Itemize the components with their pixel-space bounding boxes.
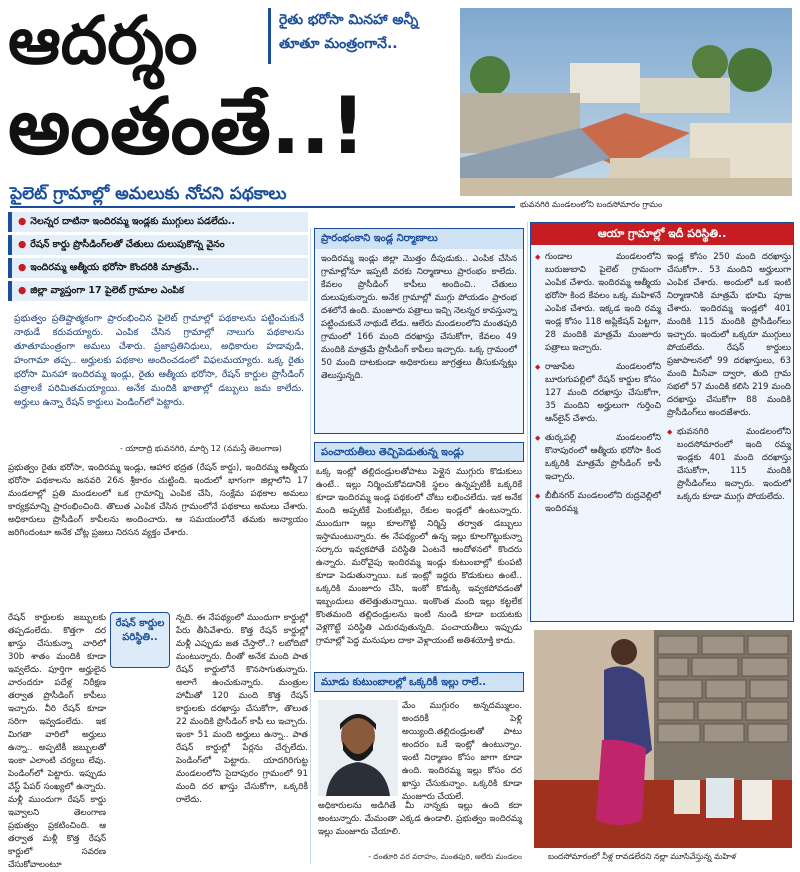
highlight-item	[8, 235, 308, 255]
person-photo	[318, 700, 398, 796]
kicker-line2: తూతూ మంత్రంగానే..	[279, 36, 398, 52]
highlight-text: రేషన్ కార్డు ప్రొసీడింగ్‌లతో చేతులు దులుపుకొన్న వైనం	[30, 239, 225, 250]
para3-col1: రేషన్ కార్డులకు జబ్బులకు తప్పడంలేదు. కొత్తగా దర ఖాస్తు చేసుకున్నా వారిలో 30b శాతం మందికి కూడా ఇవ్వలేదు. పూర్తిగా అర్హులైన వారందరూ పదేళ్ల నిరీక్షణ తర్వాత ప్రొసీడింగ్ కాపీలు ఇచ్చారు. వీరి రేషన్ కూడా సరిగా ఇవ్వడంలేదు. ఇక మిగతా వారిలో అర్హులు ఉన్నా.. అప్పటికీ జబ్బులతో ఇంకా ఎలాంటి చర్యలు లేవు. పెండింగ్‌లో పెట్టారు. ఇప్పుడు వేస్ట్ పేపర్ సంఖ్యలో ఉన్నారు. మళ్లీ ముందుగా రేషన్ కార్డు ఇవ్వాలని తెలంగాణ ప్రభుత్వం ప్రకటించింది. ఆ తర్వాత మళ్లీ కొత్త రేషన్ కార్డులో సవరణ చేసుకోవాలంటూ	[8, 613, 106, 870]
status-item: ◆ గుండాల మండలంలోని బురుజుబావి పైలెట్ గ్రామంగా ఎంపిక చేశారు. ఇందిరమ్మ ఆత్మీయ భరోసా కింద కేవలం ఒక్క మహిళనే ఎంపిక చేశారు. ఇక్కడ ఇంది రమ్మ ఇండ్ల కోసం 118 అప్లికేషన్ పెట్టగా, 28 మందికి మాత్రమే మంజూరు పత్రాలు ఇచ్చారు.	[535, 251, 661, 355]
three-families-text: మేం ముగ్గురం అన్నదమ్ములం. అందరికీ పెళ్లి అయ్యింది.తల్లిదండ్రులతో పాటు అందరం ఒకే ఇంట్లో ఉంటున్నాం. ఇంటి నిర్మాణం కోసం జాగా కూడా ఉంది. ఇందిరమ్మ ఇల్లు కోసం దర ఖాస్తు చేసుకున్నాం. ఒక్కరికి కూడా మంజూరు చేయలే.	[402, 701, 522, 802]
status-text: ఇండ్ల కోసం 250 మంది దరఖాస్తు చేసుకోగా.. 53 మందిని అర్హులుగా ఎంపిక చేశారు. అందులో ఒక ఇంటి నిర్మాణానికి మాత్రమే భూమి పూజ చేశారు. ఇందిరమ్మ ఇండ్లలో 401 మందికి 115 మందికి ప్రొసీడింగ్‌లు ఇచ్చారు. ఇందులో ఒక్కరూ ముగ్గులు పోయలేదు. రేషన్ కార్డులు ప్రజాపాలనలో 99 దరఖాస్తులు, 63 మంది మీసేవా ద్వారా, తుది గ్రామ సభలో 57 మందికి కలిసి 219 మంది దరఖాస్తు చేసుకోగా 88 మందికి ప్రొసీడింగ్‌లు అందజేశారు.	[667, 252, 791, 418]
highlight-text: జిల్లా వ్యాప్తంగా 17 పైలెట్ గ్రామాల ఎంపిక	[30, 285, 184, 296]
panchayat-section	[314, 442, 524, 666]
woman-photo-image	[534, 630, 792, 848]
three-families-title: మూడు కుటుంబాలల్లో ఒక్కరికీ ఇల్లు రాలే..	[314, 672, 524, 692]
highlights-list	[8, 212, 308, 304]
three-families-text2: అధికారులను అడిగితే మీ నాన్నకు ఇల్లు ఉంది కదా అంటున్నారు. మేమంతా ఎక్కడ ఉండాలి. ప్రభుత్వం ఇందిరమ్మ ఇల్లు మంజూరు చేయాలి.	[318, 801, 522, 837]
woman-photo	[534, 630, 792, 848]
lead-paragraph: ప్రభుత్వం ప్రతిష్టాత్మకంగా ప్రారంభించిన పైలెట్ గ్రామాల్లో పథకాలను పట్టించుకునే నాథుడే కరువయ్యారు. ఎంపిక చేసిన గ్రామాల్లో నాలుగు పథకాలను తూతూమంత్రంగా అమలు చేశారు. ప్రజాప్రతినిధులు, అధికారుల హడావుడి, హంగామా తప్ప.. అర్హులకు పథకాల అందించడంలో విఫలమయ్యారు. ఒక్క రైతు భరోసా మినహా ఇందిరమ్మ ఇండ్లు, రైతు ఆత్మీయ భరోసా, రేషన్ కార్డుల ప్రొసీడింగ్ పత్రాలకే పరిమితమయ్యాయి. అనేక మందికి ఖాతాల్లో డబ్బులు జమ కాలేదు. అర్హులు ఉన్నా రేషన్ కార్డులు పెండింగ్‌లో పెట్టారు.	[14, 313, 304, 408]
person-photo-image	[318, 700, 398, 796]
photo-caption: భువనగిరి మండలంలోని బందసోమారం గ్రామం	[520, 200, 662, 209]
village-status-col1	[535, 251, 661, 617]
status-item: ◆ రాజాపేట మండలంలోని బూరుగుపల్లిలో రేషన్ కార్డుల కోసం 127 మంది దరఖాస్తు చేసుకోగా, 35 మందిని అర్హులుగా గుర్తించి ఆన్‌లైన్ చేశారు.	[535, 361, 661, 426]
para3-col1b	[110, 672, 170, 864]
kicker-line1: రైతు భరోసా మినహా అన్నీ	[279, 12, 419, 28]
housing-box-text: ఇందిరమ్మ ఇండ్లు జిల్లా మొత్తం దీపుడుకు.. ఎంపిక చేసిన గ్రామాల్లోనూ ఇప్పటి వరకు నిర్మాణాలు ప్రారంభం కాలేదు. కేవలం ప్రొసీడింగ్ కాపీలు అందించి.. చేతులు దులుపుకున్నారు. అనేక గ్రామాల్లో ముగ్గు పోయడం ప్రారంభ దశలోనే ఉంది. మంజూరు పత్రాలు ఇచ్చి నెలన్నర కావస్తున్నా పట్టించుకునే నాథుడే లేడు. ఆలేరు మండలంలోని మంతపురి గ్రామంలో 166 మంది దరఖాస్తు చేసుకోగా, కేవలం 49 మందికి మాత్రమే ప్రొసీడింగ్ కాపీలు ఇచ్చారు. ఒక్క గ్రామంలో 50 మంది దాటకుండా అధికారులు జాగ్రత్తలు తీసుకున్నట్లు తెలుస్తున్నది.	[321, 254, 517, 381]
kicker	[268, 8, 460, 64]
housing-box-title: ప్రారంభంకాని ఇండ్ల నిర్మాణాలు	[315, 229, 523, 249]
headline-line1: ఆదర్శం	[8, 2, 198, 79]
village-status-title: ఆయా గ్రామాల్లో ఇదీ పరిస్థితి..	[531, 223, 793, 245]
status-item: ◆ భువనగిరి మండలంలోని బందసోమారంలో ఇంది రమ్మ ఇండ్లకు 401 మంది దరఖాస్తు చేసుకోగా, 115 మందికి ప్రొసీడింగ్‌లు ఇచ్చారు. ఇందులో ఒక్కరు కూడా ముగ్గు పోయలేదు.	[667, 426, 791, 504]
para2: ప్రభుత్వం రైతు భరోసా, ఇందిరమ్మ ఇండ్లు, ఆహార భద్రత (రేషన్ కార్డు), ఇందిరమ్మ ఆత్మీయ భరోసా పథకాలను జనవరి 26న శ్రీకారం చుట్టింది. ఇందులో భాగంగా జిల్లాలోని 17 మండలాల్లో ప్రతి మండలంలో ఒక గ్రామాన్ని ఎంపిక చేసి, సంక్షేమ పథకాల అమలు కార్యక్రమాన్ని ప్రారంభించింది. తొలుత ఎంపిక చేసిన గ్రామంలోనే పథకాలు అమలు చేశారు. అధికారులు ప్రొసీడింగ్ కాపీలను అందించారు. ఆ సమయంలోనే తమకు అన్యాయం జరిగిందంటూ అనేక చోట్ల ప్రజలు నిరసన వ్యక్తం చేశారు.	[8, 463, 308, 538]
subhead-rule	[10, 206, 515, 208]
panchayat-text: ఒక్క ఇంట్లో తల్లిదండ్రులతోపాటు పెళ్లైన ముగ్గురు కొడుకులు ఉంటే.. ఇల్లు నిర్మించుకోవడానికి స్థలం ఉన్నప్పటికీ ఒక్కరికే కూడా ఇందిరమ్మ ఇండ్ల పథకంలో చోటు లభించలేదు. ఇక అనేక మంది అప్పటికే పెంకుటిల్లు, రేకుల ఇండ్లలో ఉంటున్నారు. ముందుగా ఇల్లు కూలగొట్టి నిర్మిస్తే తర్వాత డబ్బులు ఇస్తామంటున్నారు. ఈ నేపథ్యంలో ఉన్న ఇల్లు కూలగొట్టుకున్నా సర్కారు ఇవ్వకపోతే పరిస్థితి ఏంటనే ఆందోళనలో కొందరు ఉన్నారు. మరోవైపు ఇందిరమ్మ ఇండ్లు కుటుంబాల్లో కుంపటి కూడా పెడుతున్నాయి. ఒక ఇంట్లో ఇద్దరు కొడుకులు ఉంటే.. ఒక్కరికి మంజూరు చేసి, ఇంకో కొడుక్కి ఇవ్వకపోవడంతో ఇబ్బందులు తలెత్తుతున్నాయి. ఇంకొంత మంది ఇల్లు కట్టలేక కొంతమంది తల్లిదండ్రులను ఇంటి నుండి కూడా బయటకు వెళ్లగొట్టే పరిస్థితి ఎదురవుతున్నది. పంచాయతీలు ఇప్పుడు గ్రామాల్లో పెద్ద మనుషుల దాకా వెళ్లాయంటే అతిశయోక్తి కాదు.	[316, 467, 522, 646]
village-photo	[460, 8, 792, 196]
bullet-icon: ●	[18, 285, 27, 296]
highlight-item	[8, 281, 308, 301]
village-status-col2	[667, 251, 791, 617]
highlight-text: ఇందిరమ్మ ఆత్మీయ భరోసా కొందరికి మాత్రమే..	[30, 262, 200, 273]
subhead: పైలెట్ గ్రామాల్లో అమలుకు నోచని పథకాలు	[10, 184, 287, 204]
three-families-credit: - దంతూరి వర వరాహం, మంతపురి, ఆలేరు మండలం	[368, 852, 522, 861]
bullet-icon: ●	[18, 262, 27, 273]
panchayat-title: పంచాయతీలు తెచ్చిపెడుతున్న ఇండ్లు	[314, 442, 524, 462]
housing-box	[314, 228, 524, 434]
para3-col2: న్నది. ఈ నేపథ్యంలో ముందుగా కార్డుల్లో పేరు తీసివేశారు. కొత్త రేషన్ కార్డుల్లో మళ్లీ ఎప్పుడు జత చేస్తారో..? లబోదిబో మంటున్నారు. దీంతో అనేక మంది పాత రేషన్ కార్డులోనే కొనసాగుతున్నారు. అలాగే ఉంచుకున్నారు. మంత్రుల హామీతో 120 మంది కొత్త రేషన్ కార్డులకు దరఖాస్తు చేసుకోగా, తొలుత 22 మందికి ప్రొసీడింగ్ కాపీ లు ఇచ్చారు. ఇంకా 51 మంది అర్హులు ఉన్నా.. పాత రేషన్ కార్డుల్లో పేర్లను చేర్చలేదు. పెండింగ్‌లో పెట్టారు. యాదగిరిగుట్ట మండలంలోని సైదాపురం గ్రామంలో 91 మంది దర ఖాస్తు చేసుకోగా, ఒక్కరికీ రాలేదు.	[176, 613, 308, 805]
village-photo-image	[460, 8, 792, 196]
column-divider	[527, 222, 528, 622]
bullet-icon: ●	[18, 239, 27, 250]
village-status-box	[530, 222, 794, 622]
status-item: ◆ బీబీనగర్ మండలంలోని రుద్రవెల్లిలో ఇందిరమ్మ	[535, 490, 661, 516]
status-item: ◆ తుర్కపల్లి మండలంలోని కొనాపురంలో ఆత్మీయ భరోసా కింద ఒక్కరికి మాత్రమే ప్రొసీడింగ్ కాపీ ఇచ్చారు.	[535, 432, 661, 484]
highlight-item	[8, 258, 308, 278]
headline-line2: అంతంతే..!	[8, 82, 366, 172]
bullet-icon: ●	[18, 216, 27, 227]
highlight-item	[8, 212, 308, 232]
woman-photo-caption: బందసోమారంలో నీళ్ల రావడలేదని నల్లా మూసివేస్తున్న మహిళ	[548, 852, 737, 861]
highlight-text: నెలన్నర దాటినా ఇందిరమ్మ ఇండ్లకు ముగ్గులు పడలేదు..	[30, 216, 235, 227]
dateline: - యాదాద్రి భువనగిరి, మార్చి 12 (నమస్తే తెలంగాణ)	[120, 444, 282, 453]
ration-card-box: రేషన్ కార్డుల పరిస్థితి..	[110, 612, 170, 668]
column-divider	[310, 228, 311, 864]
